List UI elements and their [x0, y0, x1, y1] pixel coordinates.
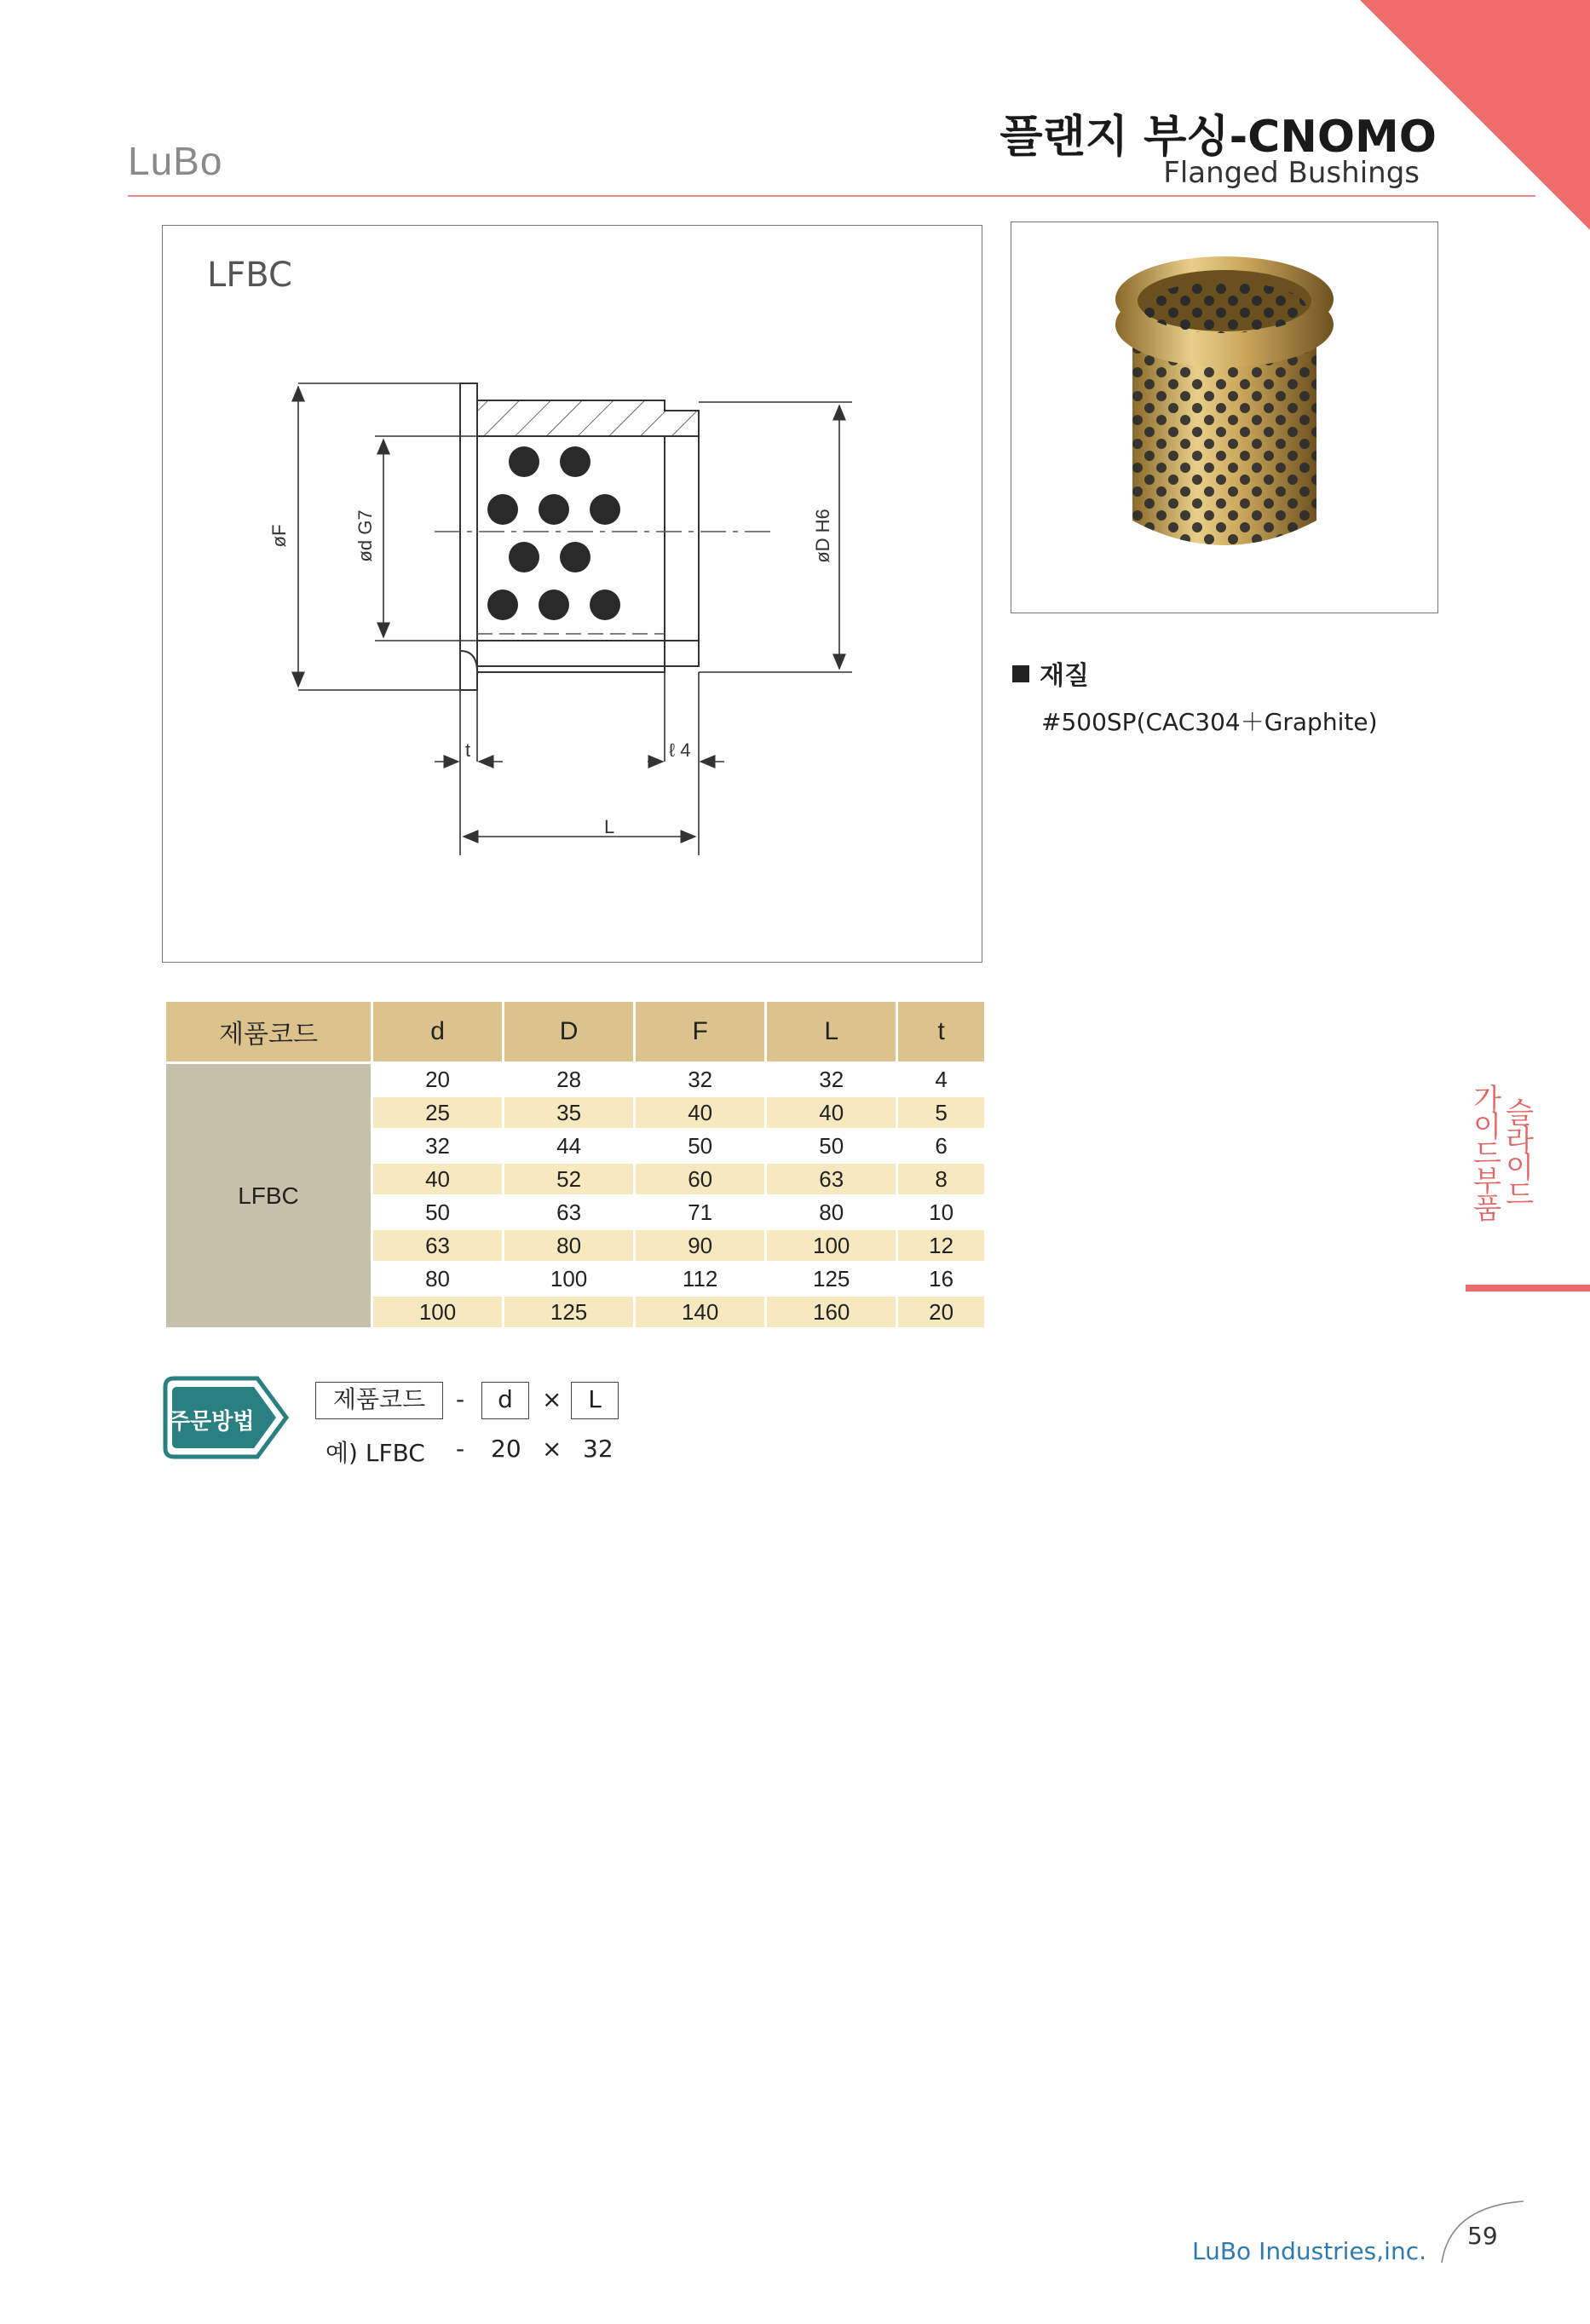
table-cell: 40	[373, 1164, 502, 1194]
order-example-times: ×	[542, 1435, 562, 1463]
table-cell: 40	[767, 1097, 896, 1128]
order-example-prefix: 예) LFBC	[325, 1439, 425, 1467]
dim-l4-label: ℓ 4	[669, 739, 691, 761]
side-label-guide: 가이드부품	[1467, 1084, 1501, 1220]
table-cell: 32	[373, 1130, 502, 1161]
table-cell: 140	[636, 1297, 764, 1327]
table-cell: 32	[636, 1064, 764, 1095]
dim-phiF-label: øF	[268, 524, 290, 548]
square-bullet-icon	[1012, 665, 1029, 682]
table-cell: 80	[504, 1230, 633, 1261]
order-times: ×	[542, 1385, 562, 1413]
order-code-box: 제품코드	[315, 1382, 443, 1419]
page-number: 59	[1467, 2222, 1498, 2250]
table-cell: 4	[898, 1064, 984, 1095]
page-title: 플랜지 부싱-CNOMO	[1000, 112, 1437, 163]
dim-L-label: L	[604, 816, 615, 837]
table-row	[166, 1064, 984, 1095]
table-cell: 160	[767, 1297, 896, 1327]
table-cell: 6	[898, 1130, 984, 1161]
material-value: #500SP(CAC304＋Graphite)	[1041, 708, 1378, 736]
product-photo-panel	[1011, 221, 1438, 613]
side-label-slide: 슬라이드	[1500, 1097, 1534, 1206]
product-code-cell: LFBC	[166, 1064, 371, 1327]
table-cell: 50	[767, 1130, 896, 1161]
bushing-cross-section-drawing	[162, 225, 982, 963]
order-d-box: d	[481, 1382, 529, 1419]
col-header-d: d	[373, 1002, 502, 1061]
table-cell: 40	[636, 1097, 764, 1128]
spec-table	[164, 999, 987, 1330]
header-divider	[128, 195, 1535, 197]
table-cell: 50	[373, 1197, 502, 1228]
table-cell: 112	[636, 1263, 764, 1294]
table-cell: 60	[636, 1164, 764, 1194]
table-cell: 10	[898, 1197, 984, 1228]
bushing-photo-icon	[1011, 222, 1437, 613]
table-cell: 100	[767, 1230, 896, 1261]
brand-logo: LuBo	[128, 139, 223, 183]
table-cell: 125	[767, 1263, 896, 1294]
table-cell: 28	[504, 1064, 633, 1095]
col-header-code: 제품코드	[166, 1002, 371, 1061]
table-cell: 20	[373, 1064, 502, 1095]
order-L-box: L	[571, 1382, 619, 1419]
table-cell: 32	[767, 1064, 896, 1095]
table-cell: 63	[373, 1230, 502, 1261]
col-header-L: L	[767, 1002, 896, 1061]
table-cell: 8	[898, 1164, 984, 1194]
table-cell: 63	[767, 1164, 896, 1194]
table-cell: 90	[636, 1230, 764, 1261]
order-example-L: 32	[583, 1435, 614, 1463]
table-cell: 50	[636, 1130, 764, 1161]
side-category-marker	[1466, 1285, 1590, 1291]
dim-phiD-label: øD H6	[812, 509, 833, 563]
col-header-D: D	[504, 1002, 633, 1061]
footer-company: LuBo Industries,inc.	[1191, 2237, 1426, 2265]
table-cell: 100	[373, 1297, 502, 1327]
col-header-t: t	[898, 1002, 984, 1061]
drawing-product-label: LFBC	[207, 256, 292, 295]
order-example-d: 20	[491, 1435, 521, 1463]
order-method-badge	[162, 1373, 290, 1462]
table-cell: 20	[898, 1297, 984, 1327]
table-cell: 5	[898, 1097, 984, 1128]
table-cell: 100	[504, 1263, 633, 1294]
col-header-F: F	[636, 1002, 764, 1061]
table-cell: 80	[373, 1263, 502, 1294]
order-badge-label: 주문방법	[169, 1409, 255, 1435]
order-example-dash: -	[456, 1435, 465, 1463]
order-dash: -	[456, 1385, 465, 1413]
table-cell: 125	[504, 1297, 633, 1327]
dim-t-label: t	[465, 739, 471, 761]
material-heading: 재질	[1012, 654, 1089, 692]
table-cell: 35	[504, 1097, 633, 1128]
table-header-row	[166, 1002, 984, 1061]
table-cell: 52	[504, 1164, 633, 1194]
table-cell: 63	[504, 1197, 633, 1228]
table-cell: 16	[898, 1263, 984, 1294]
side-category-label	[1464, 1084, 1532, 1237]
table-cell: 25	[373, 1097, 502, 1128]
page-subtitle: Flanged Bushings	[1163, 156, 1420, 190]
table-cell: 71	[636, 1197, 764, 1228]
table-cell: 44	[504, 1130, 633, 1161]
table-cell: 12	[898, 1230, 984, 1261]
dim-phid-label: ød G7	[354, 509, 376, 562]
table-cell: 80	[767, 1197, 896, 1228]
